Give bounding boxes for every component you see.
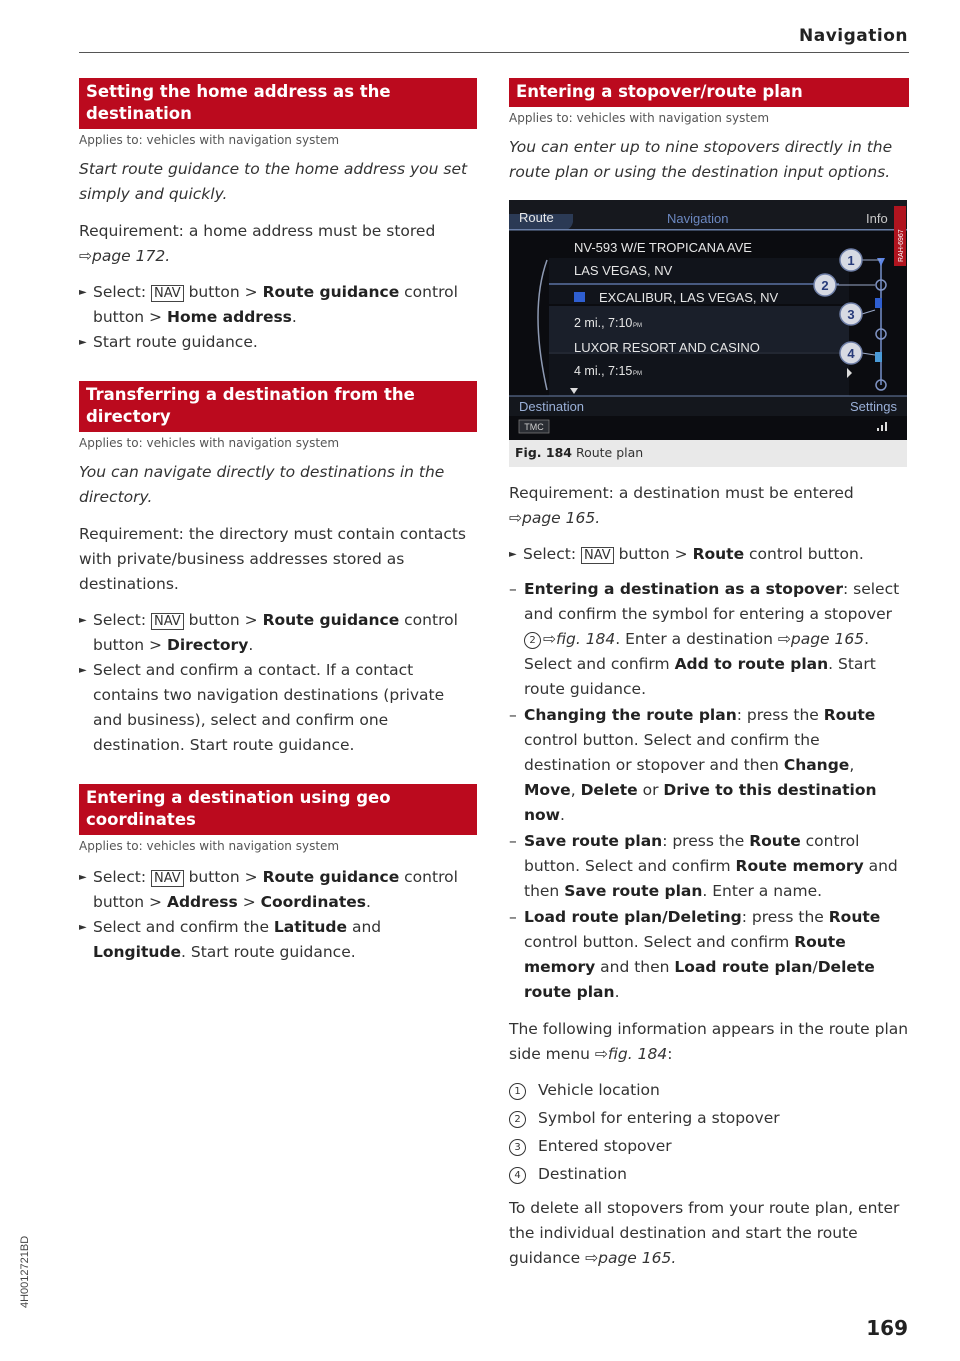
svg-text:3: 3 [847,307,855,322]
step-arrow-icon: ► [79,615,87,626]
callout-marker-4 [840,342,862,364]
callout-marker-1 [840,249,862,271]
tab-navigation-label: Navigation [667,211,729,226]
legend-item: 3 Entered stopover [509,1132,909,1160]
step-item: ► Select and confirm the Latitude and Longitude. Start route guidance. [79,915,477,965]
stopover-marker-icon [875,298,882,308]
destination-flag-icon [875,352,882,362]
page-reference: ⇨page 165. [585,1249,677,1267]
step-item: ► Select: NAV button > Route control button. [509,542,909,567]
step-arrow-icon: ► [79,872,87,883]
route-line-3: EXCALIBUR, LAS VEGAS, NV [599,290,779,305]
document-code-text: 4H0012721BD [19,1235,31,1308]
image-code: RAH-6967 [898,229,905,262]
step-item: ► Select: NAV button > Route guidance control button > Address > Coordinates. [79,865,477,915]
step-item: ► Start route guidance. [79,330,477,355]
option-item: – Changing the route plan: press the Route control button. Select and confirm the destination or stopover and then Change, Move, Delete or Drive to this destination now. [509,706,877,824]
requirement-text: Requirement: the directory must contain contacts with private/business addresses stored as destinations. [79,525,467,593]
callout-number: 3 [509,1139,526,1156]
step-arrow-icon: ► [79,337,87,348]
page-number: 169 [866,1316,908,1340]
nav-key: NAV [151,870,184,887]
section-title-route-plan: Entering a stopover/route plan [509,78,909,107]
tmc-badge: TMC [524,422,544,432]
stopover-flag-icon [574,292,585,302]
applies-to-note: Applies to: vehicles with navigation system [79,839,340,853]
figure-route-plan [509,200,907,467]
tab-info-label: Info [866,211,888,226]
closing-text: To delete all stopovers from your route plan, enter the individual destination and start the route guidance ⇨page 165. [509,1199,900,1267]
figure-caption: Fig. 184 Route plan [515,445,644,460]
nav-key: NAV [581,547,614,564]
callout-number: 2 [509,1111,526,1128]
step-item: ► Select and confirm a contact. If a contact contains two navigation destinations (private and business), select and confirm one destination. Start route guidance. [79,658,477,758]
destination-softkey: Destination [519,399,585,414]
document-code [14,1190,34,1310]
step-list [79,865,477,965]
option-item: – Load route plan/Deleting: press the Route control button. Select and confirm Route memory and then Load route plan/Delete route plan. [509,908,881,1001]
svg-text:4: 4 [847,346,855,361]
nav-key: NAV [151,285,184,302]
left-column [79,78,477,965]
requirement-text: Requirement: a destination must be entered ⇨page 165. [509,484,854,527]
section-intro: Start route guidance to the home address you set simply and quickly. [79,160,468,203]
callout-number: 4 [509,1167,526,1184]
option-item: – Save route plan: press the Route control button. Select and confirm Route memory and then Save route plan. Enter a name. [509,832,898,900]
step-arrow-icon: ► [79,922,87,933]
section-title-directory: Transferring a destination from the directory [79,381,477,432]
section-intro: You can enter up to nine stopovers directly in the route plan or using the destination input options. [509,138,893,181]
requirement-text: Requirement: a home address must be stored ⇨page 172. [79,222,436,265]
route-line-5: LUXOR RESORT AND CASINO [574,340,760,355]
callout-marker-3 [840,303,862,325]
callout-number: 1 [509,1083,526,1100]
nav-key: NAV [151,613,184,630]
running-header: Navigation [799,26,908,46]
callout-marker-2 [814,274,836,296]
settings-softkey: Settings [850,399,897,414]
tab-route-label: Route [519,210,554,225]
header-rule [79,52,909,53]
applies-to-note: Applies to: vehicles with navigation system [509,111,770,125]
side-menu-intro: The following information appears in the route plan side menu ⇨fig. 184: [509,1020,909,1063]
svg-text:2: 2 [821,278,829,293]
route-line-2: LAS VEGAS, NV [574,263,673,278]
step-list [509,542,909,567]
step-item: ► Select: NAV button > Route guidance control button > Home address. [79,280,477,330]
time-suffix-1: PM [633,323,642,329]
step-item: ► Select: NAV button > Route guidance control button > Directory. [79,608,477,658]
legend-item: 4 Destination [509,1160,909,1188]
section-title-geo-coordinates: Entering a destination using geo coordinates [79,784,477,835]
page-reference: ⇨page 172. [79,247,171,265]
route-line-1: NV-593 W/E TROPICANA AVE [574,240,752,255]
legend-item: 1 Vehicle location [509,1076,909,1104]
route-line-6: 4 mi., 7:15 [574,364,633,378]
applies-to-note: Applies to: vehicles with navigation system [79,436,340,450]
callout-number: 2 [524,632,541,649]
route-plan-screen-illustration [509,200,907,440]
section-title-home-address: Setting the home address as the destination [79,78,477,129]
applies-to-note: Applies to: vehicles with navigation system [79,133,340,147]
page-reference: ⇨page 165. [509,509,601,527]
route-line-4: 2 mi., 7:10 [574,316,633,330]
step-list [79,280,477,355]
legend-item: 2 Symbol for entering a stopover [509,1104,909,1132]
right-column [509,78,909,1271]
step-arrow-icon: ► [509,549,517,560]
option-item: – Entering a destination as a stopover: select and confirm the symbol for entering a stopover 2 ⇨fig. 184. Enter a destination ⇨page 165. Select and confirm Add to route plan. Start route guidance. [509,580,900,698]
figure-reference: ⇨fig. 184 [594,1045,668,1063]
figure-legend [509,1076,909,1188]
nav-screen-image [509,200,907,440]
step-arrow-icon: ► [79,665,87,676]
svg-text:1: 1 [847,253,855,268]
step-arrow-icon: ► [79,287,87,298]
route-plan-options [509,577,909,1005]
section-intro: You can navigate directly to destinations in the directory. [79,463,445,506]
time-suffix-2: PM [633,371,642,377]
step-list [79,608,477,758]
